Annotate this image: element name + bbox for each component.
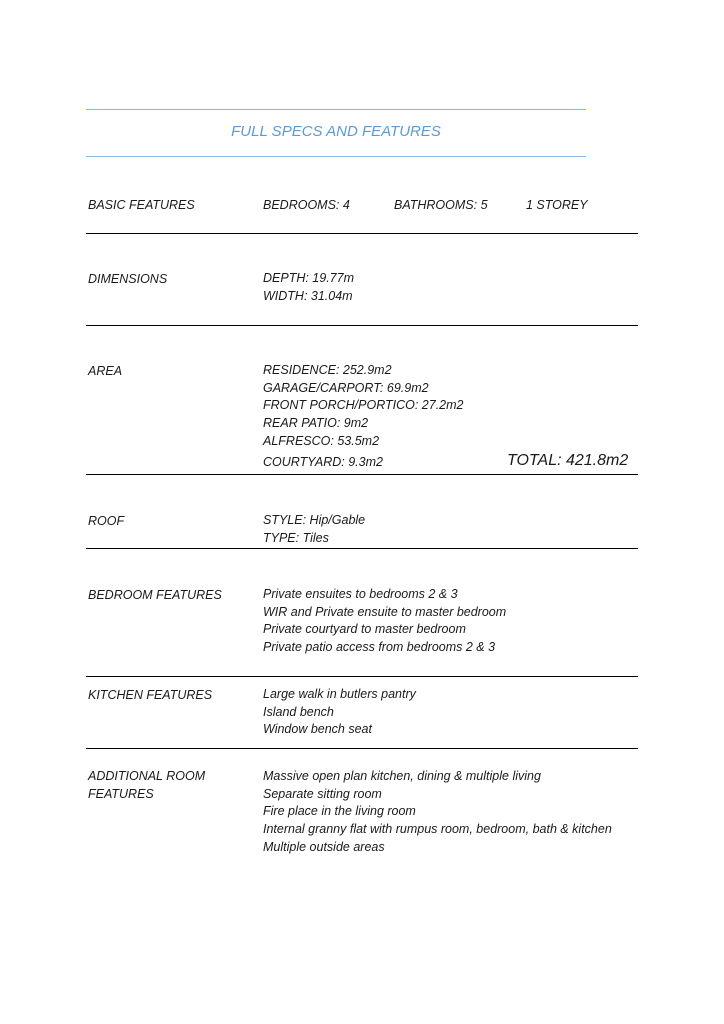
- storey-value: 1 STOREY: [526, 198, 588, 212]
- roof-type: TYPE: Tiles: [263, 530, 329, 545]
- additional-features-label-line: FEATURES: [88, 786, 154, 801]
- list-item: Private patio access from bedrooms 2 & 3: [263, 640, 496, 655]
- bedroom-features-label: BEDROOM FEATURES: [88, 588, 222, 602]
- list-item: Window bench seat: [263, 722, 372, 737]
- garage-area: GARAGE/CARPORT: 69.9m2: [263, 380, 429, 395]
- bedrooms-value: BEDROOMS: 4: [263, 198, 350, 212]
- porch-area: FRONT PORCH/PORTICO: 27.2m2: [263, 398, 464, 413]
- bedroom-features-list: [263, 586, 506, 657]
- list-item: Separate sitting room: [263, 786, 382, 801]
- area-label: AREA: [88, 364, 123, 378]
- additional-features-label-line: ADDITIONAL ROOM: [88, 769, 206, 783]
- list-item: Private courtyard to master bedroom: [263, 622, 466, 637]
- roof-style: STYLE: Hip/Gable: [263, 513, 366, 527]
- additional-features-label: [88, 768, 205, 803]
- list-item: Internal granny flat with rumpus room, bedroom, bath & kitchen: [263, 822, 612, 837]
- bathrooms-value: BATHROOMS: 5: [394, 198, 488, 212]
- list-item: Private ensuites to bedrooms 2 & 3: [263, 587, 458, 601]
- section-divider: [86, 325, 638, 326]
- kitchen-features-label: KITCHEN FEATURES: [88, 688, 213, 702]
- width-value: WIDTH: 31.04m: [263, 288, 353, 303]
- section-divider: [86, 748, 638, 749]
- depth-value: DEPTH: 19.77m: [263, 271, 355, 285]
- section-divider: [86, 474, 638, 475]
- basic-features-label: BASIC FEATURES: [88, 198, 195, 212]
- list-item: Fire place in the living room: [263, 804, 416, 819]
- list-item: Multiple outside areas: [263, 839, 385, 854]
- list-item: Massive open plan kitchen, dining & multiple living: [263, 769, 541, 783]
- section-divider: [86, 548, 638, 549]
- dimensions-label: DIMENSIONS: [88, 272, 168, 286]
- section-divider: [86, 676, 638, 677]
- rear-patio-area: REAR PATIO: 9m2: [263, 416, 369, 431]
- area-values: [263, 362, 464, 451]
- total-area: TOTAL: 421.8m2: [507, 452, 629, 469]
- additional-features-list: [263, 768, 612, 857]
- list-item: Island bench: [263, 704, 334, 719]
- list-item: Large walk in butlers pantry: [263, 687, 416, 701]
- roof-label: ROOF: [88, 514, 125, 528]
- title-top-rule: [86, 109, 586, 110]
- dimensions-values: [263, 270, 354, 305]
- title-bottom-rule: [86, 156, 586, 157]
- residence-area: RESIDENCE: 252.9m2: [263, 363, 392, 377]
- list-item: WIR and Private ensuite to master bedroom: [263, 604, 507, 619]
- section-divider: [86, 233, 638, 234]
- alfresco-area: ALFRESCO: 53.5m2: [263, 433, 380, 448]
- page-title: FULL SPECS AND FEATURES: [231, 123, 441, 140]
- kitchen-features-list: [263, 686, 416, 739]
- courtyard-area: COURTYARD: 9.3m2: [263, 455, 383, 469]
- roof-values: [263, 512, 365, 547]
